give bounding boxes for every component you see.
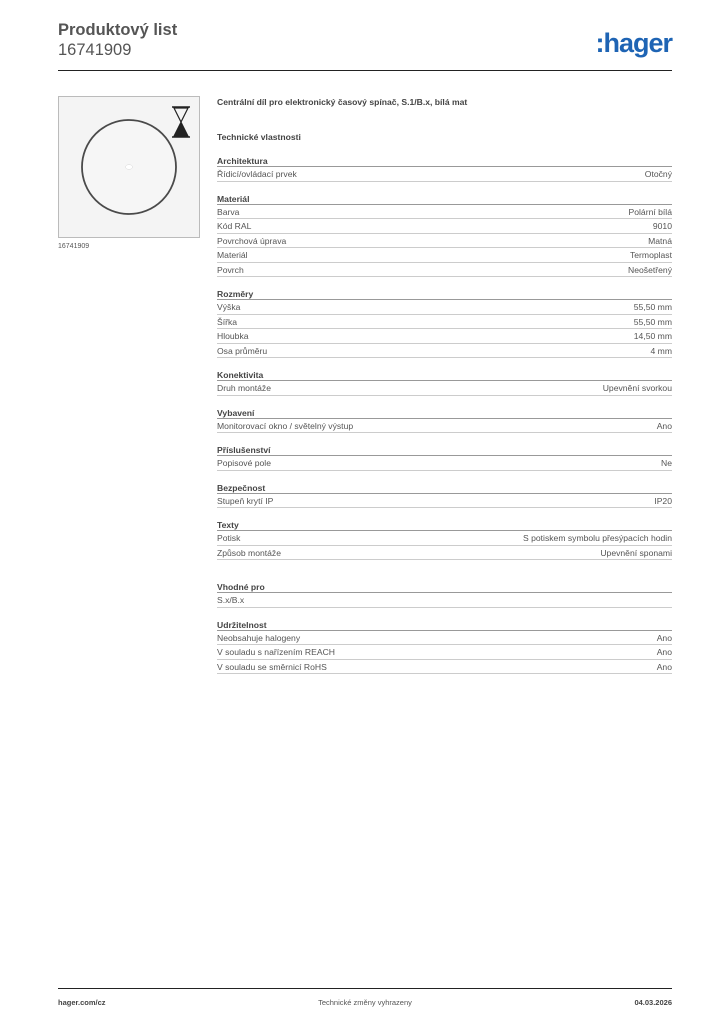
table-row: Popisové pole Ne [217,456,672,471]
section-texty [217,520,672,560]
product-details [217,96,672,674]
section-konektivita [217,370,672,396]
table-row: Řídicí/ovládací prvek Otočný [217,167,672,182]
table-row: Výška 55,50 mm [217,300,672,315]
table-row: S.x/B.x [217,593,672,608]
table-row: Kód RAL 9010 [217,219,672,234]
table-row: Povrchová úprava Matná [217,234,672,249]
table-row: Povrch Neošetřený [217,263,672,278]
image-caption: 16741909 [58,243,90,250]
table-row: Druh montáže Upevnění svorkou [217,381,672,396]
section-title: Bezpečnost [217,483,672,494]
section-title: Konektivita [217,370,672,381]
section-rozmery [217,289,672,358]
table-row: Barva Polární bílá [217,205,672,220]
table-row: Osa průměru 4 mm [217,344,672,359]
section-title: Vhodné pro [217,582,672,593]
table-row: Šířka 55,50 mm [217,315,672,330]
table-row: Stupeň krytí IP IP20 [217,494,672,509]
table-row: Monitorovací okno / světelný výstup Ano [217,419,672,434]
hager-logo[interactable]: :hager [595,28,672,58]
footer-divider [58,988,672,989]
table-row: Neobsahuje halogeny Ano [217,631,672,646]
table-row: Způsob montáže Upevnění sponami [217,546,672,561]
page-footer [58,998,672,1010]
table-row: Hloubka 14,50 mm [217,329,672,344]
section-title: Vybavení [217,408,672,419]
section-vhodne-pro [217,582,672,608]
document-number: 16741909 [58,41,132,59]
section-title: Texty [217,520,672,531]
section-title: Architektura [217,156,672,167]
section-title: Materiál [217,194,672,205]
page-header [58,20,672,68]
footer-date: 04.03.2026 [634,998,672,1007]
footer-disclaimer: Technické změny vyhrazeny [318,998,412,1007]
section-bezpecnost [217,483,672,509]
document-title: Produktový list [58,21,178,39]
header-divider [58,70,672,71]
table-row: V souladu se směrnicí RoHS Ano [217,660,672,675]
section-prislusenstvi [217,445,672,471]
section-udrzitelnost [217,620,672,675]
section-material [217,194,672,278]
section-title: Příslušenství [217,445,672,456]
section-title: Rozměry [217,289,672,300]
section-architektura [217,156,672,182]
product-image [58,96,200,238]
product-name: Centrální díl pro elektronický časový spínač, S.1/B.x, bílá mat [217,97,468,107]
footer-website-link[interactable]: hager.com/cz [58,998,106,1007]
table-row: Materiál Termoplast [217,248,672,263]
section-title: Udržitelnost [217,620,672,631]
section-vybaveni [217,408,672,434]
table-row: Potisk S potiskem symbolu přesýpacích hodin [217,531,672,546]
tech-properties-heading: Technické vlastnosti [217,132,301,142]
table-row: V souladu s nařízením REACH Ano [217,645,672,660]
